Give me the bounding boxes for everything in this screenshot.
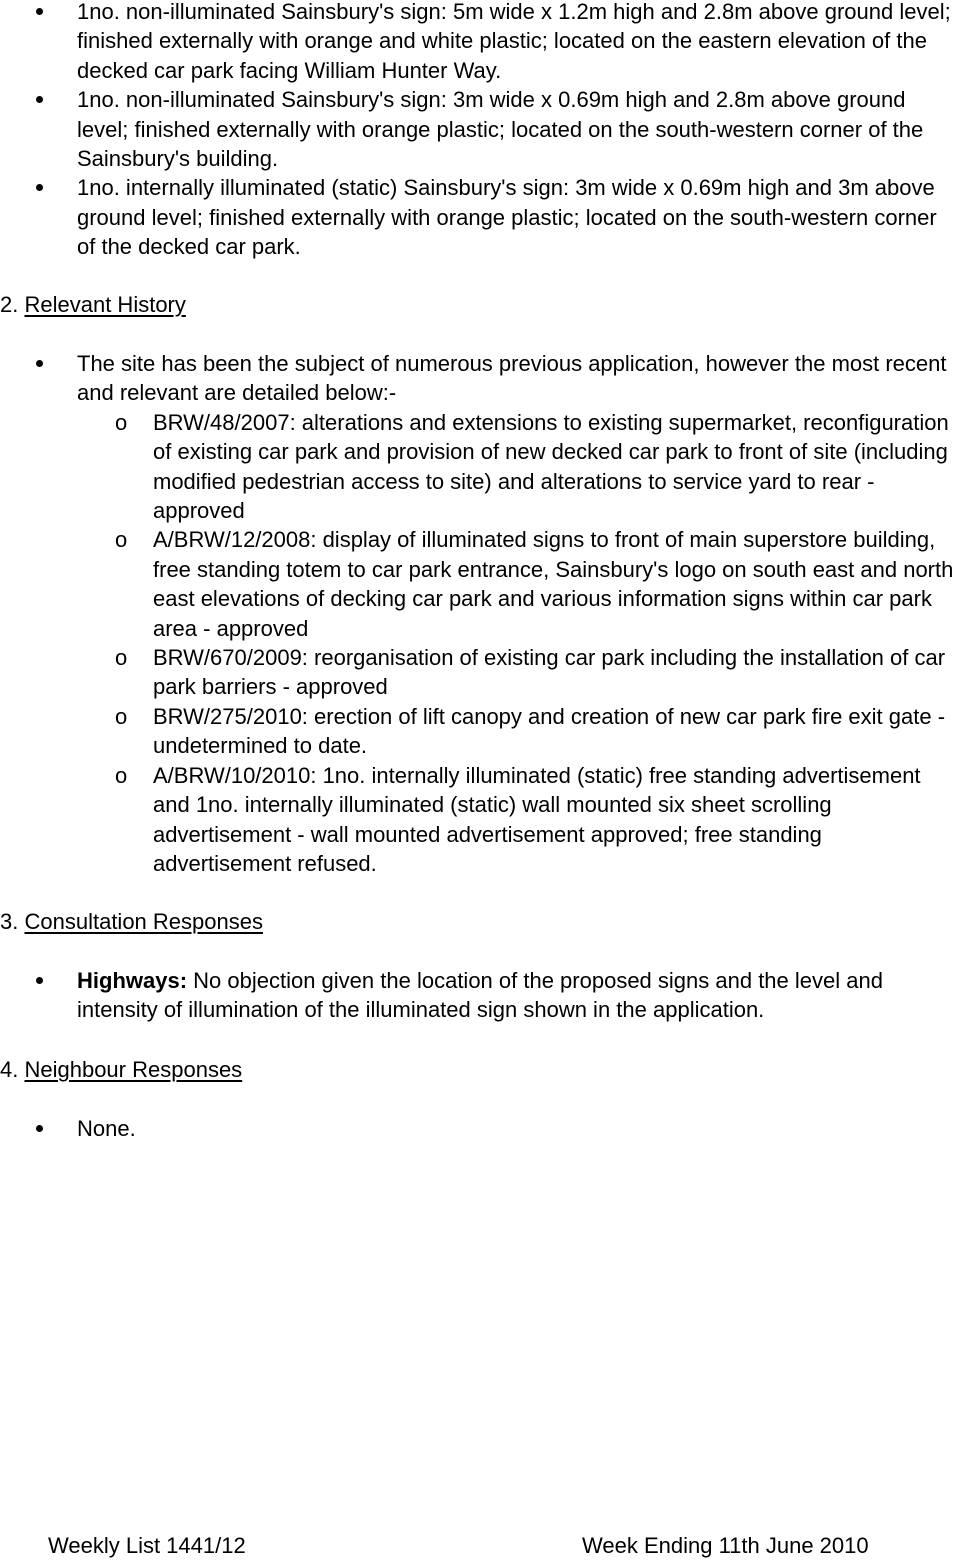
list-item: None. — [0, 1114, 960, 1143]
list-item: 1no. non-illuminated Sainsbury's sign: 3m wide x 0.69m high and 2.8m above ground level; finished externally with orange plastic; located on the south-western corner of the Sainsbury's building. — [0, 85, 960, 173]
consultee-label: Highways: — [77, 968, 188, 993]
consultation-list — [0, 966, 960, 1025]
history-item: o BRW/670/2009: reorganisation of existing car park including the installation of car park barriers - approved — [0, 643, 960, 702]
history-item: o A/BRW/12/2008: display of illuminated signs to front of main superstore building, free standing totem to car park entrance, Sainsbury's logo on south east and north east elevations of decking car park and various information signs within car park area - approved — [0, 525, 960, 643]
history-intro: The site has been the subject of numerous previous application, however the most recent and relevant are detailed below:- — [77, 351, 947, 406]
history-item: o A/BRW/10/2010: 1no. internally illuminated (static) free standing advertisement and 1no. internally illuminated (static) wall mounted six sheet scrolling advertisement - wall mounted advertisement approved; free standing advertisement refused. — [0, 761, 960, 879]
section-number: 3. — [0, 909, 19, 934]
list-item — [0, 349, 960, 878]
section-number: 4. — [0, 1057, 19, 1082]
list-item: 1no. internally illuminated (static) Sainsbury's sign: 3m wide x 0.69m high and 3m above ground level; finished externally with orange plastic; located on the south-western corner of the decked car park. — [0, 173, 960, 261]
section-title: Neighbour Responses — [24, 1057, 243, 1082]
sign-list — [0, 0, 960, 262]
consultee-response: No objection given the location of the proposed signs and the level and intensity of illumination of the illuminated sign shown in the application. — [77, 968, 883, 1023]
list-item — [0, 966, 960, 1025]
section-title: Consultation Responses — [24, 909, 263, 934]
section-number: 2. — [0, 292, 19, 317]
section-heading-neighbour-responses — [0, 1055, 242, 1084]
footer-week-ending: Week Ending 11th June 2010 — [582, 1533, 869, 1558]
history-item: o BRW/275/2010: erection of lift canopy and creation of new car park fire exit gate - undetermined to date. — [0, 702, 960, 761]
section-heading-relevant-history — [0, 290, 186, 319]
section-title: Relevant History — [24, 292, 186, 317]
history-section — [0, 349, 960, 878]
footer-weekly-list: Weekly List 1441/12 — [48, 1533, 246, 1558]
history-list — [77, 408, 960, 879]
list-item: 1no. non-illuminated Sainsbury's sign: 5m wide x 1.2m high and 2.8m above ground level; finished externally with orange and white plastic; located on the eastern elevation of the decked car park facing William Hunter Way. — [0, 0, 960, 85]
neighbour-list — [0, 1114, 960, 1143]
section-heading-consultation-responses — [0, 907, 263, 936]
history-item: o BRW/48/2007: alterations and extensions to existing supermarket, reconfiguration of existing car park and provision of new decked car park to front of site (including modified pedestrian access to site) and alterations to service yard to rear - approved — [0, 408, 960, 526]
